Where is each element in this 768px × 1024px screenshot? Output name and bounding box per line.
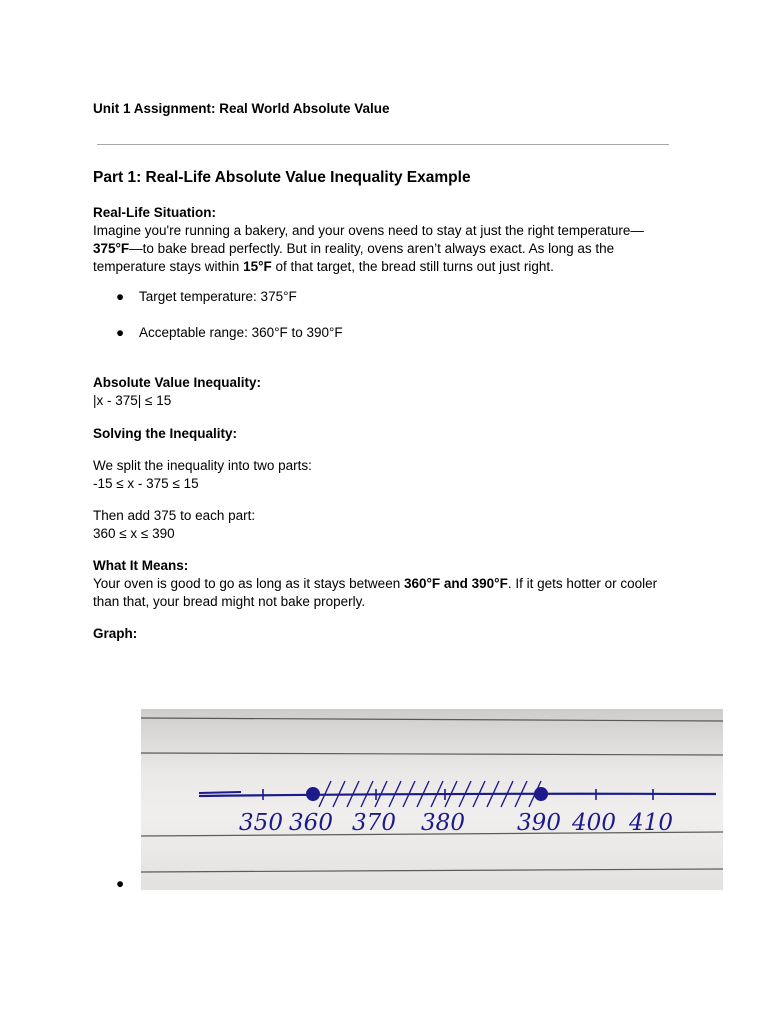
paper-line — [141, 869, 723, 872]
axis-line — [199, 794, 716, 796]
horizontal-divider — [97, 144, 669, 145]
situation-block — [93, 204, 673, 276]
split-text: We split the inequality into two parts: — [93, 458, 312, 473]
situation-text — [93, 223, 644, 274]
tick-label: 410 — [629, 810, 673, 836]
tick-label: 390 — [517, 810, 561, 836]
situation-range-bold: 15°F — [243, 259, 272, 274]
situation-text-1: Imagine you're running a bakery, and your ovens need to stay at just the right temperature— — [93, 223, 644, 238]
meaning-text-2: . If it gets hotter or cooler than that, your bread might not bake properly. — [93, 576, 658, 609]
split-expression: -15 ≤ x - 375 ≤ 15 — [93, 476, 199, 491]
situation-text-3: of that target, the bread still turns out just right. — [271, 259, 554, 274]
tick-label: 380 — [421, 810, 465, 836]
graph-bullet-icon: ● — [116, 876, 125, 891]
add-block — [93, 507, 673, 543]
inequality-label: Absolute Value Inequality: — [93, 375, 262, 390]
situation-text-2: —to bake bread perfectly. But in reality, ovens aren’t always exact. As long as the temperature stays within — [93, 241, 615, 274]
part1-heading: Part 1: Real-Life Absolute Value Inequality Example — [93, 169, 471, 186]
split-block — [93, 457, 673, 493]
number-line-axis — [199, 792, 716, 796]
axis-left-stroke — [199, 792, 241, 793]
meaning-text-1: Your oven is good to go as long as it stays between — [93, 576, 404, 591]
meaning-text — [93, 576, 657, 609]
situation-label: Real-Life Situation: — [93, 205, 217, 220]
number-line-drawing — [141, 709, 723, 890]
meaning-label: What It Means: — [93, 558, 189, 573]
endpoint-dot — [306, 787, 320, 801]
graph-label-block — [93, 625, 673, 643]
solving-label — [93, 425, 673, 443]
situation-target-bold: 375°F — [93, 241, 130, 256]
paper-line — [141, 753, 723, 755]
number-line-labels — [239, 810, 673, 836]
add-text: Then add 375 to each part: — [93, 508, 256, 523]
bullet-text: Target temperature: 375°F — [139, 289, 297, 304]
bullet-text: Acceptable range: 360°F to 390°F — [139, 325, 343, 340]
meaning-range-bold: 360°F and 390°F — [403, 576, 508, 591]
tick-label: 360 — [289, 810, 333, 836]
tick-label: 370 — [352, 810, 396, 836]
list-item — [93, 324, 343, 342]
tick-label: 350 — [239, 810, 283, 836]
list-item — [93, 288, 343, 306]
meaning-block — [93, 557, 673, 611]
bullet-icon: ● — [116, 289, 125, 304]
paper-line — [141, 718, 723, 721]
graph-label: Graph: — [93, 626, 138, 641]
bullet-icon: ● — [116, 325, 125, 340]
solving-label-text: Solving the Inequality: — [93, 426, 238, 441]
number-line-photo — [141, 709, 723, 890]
add-expression: 360 ≤ x ≤ 390 — [93, 526, 175, 541]
facts-list — [93, 288, 343, 342]
tick-label: 400 — [572, 810, 616, 836]
endpoint-dot — [534, 787, 548, 801]
inequality-expression: |x - 375| ≤ 15 — [93, 393, 172, 408]
document-title: Unit 1 Assignment: Real World Absolute Value — [93, 101, 390, 116]
inequality-block — [93, 374, 673, 410]
